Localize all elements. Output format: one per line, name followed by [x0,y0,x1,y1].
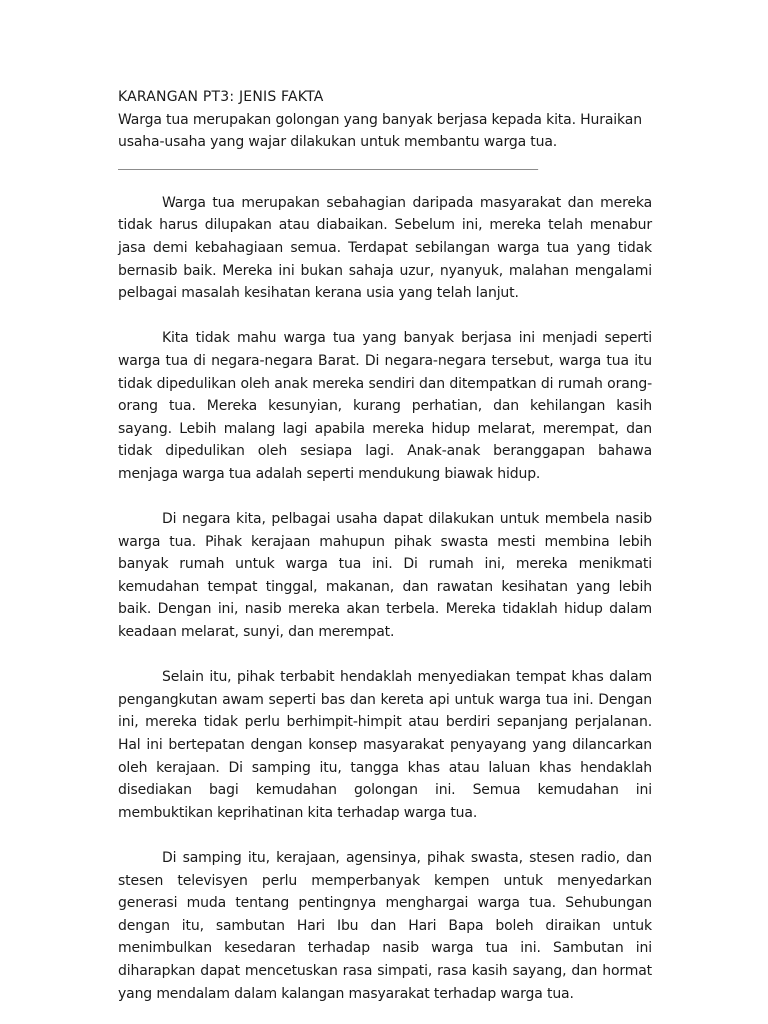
paragraph-5: Di samping itu, kerajaan, agensinya, pihak swasta, stesen radio, dan stesen televisyen perlu memperbanyak kempen untuk menyedarkan generasi muda tentang pentingnya menghargai warga tua. Sehubungan dengan itu, sambutan Hari Ibu dan Hari Bapa boleh diraikan untuk menimbulkan kesedaran terhadap nasib warga tua ini. Sambutan ini diharapkan dapat mencetuskan rasa simpati, rasa kasih sayang, dan hormat yang mendalam dalam kalangan masyarakat terhadap warga tua. [118,850,652,1002]
essay [118,86,652,1005]
essay-title: KARANGAN PT3: JENIS FAKTA [118,89,324,105]
separator-line: ____________________________________________________________ [118,155,538,170]
paragraph-2: Kita tidak mahu warga tua yang banyak berjasa ini menjadi seperti warga tua di negara-negara Barat. Di negara-negara tersebut, warga tua itu tidak dipedulikan oleh anak mereka sendiri dan ditempatkan di rumah orang-orang tua. Mereka kesunyian, kurang perhatian, dan kehilangan kasih sayang. Lebih malang lagi apabila mereka hidup melarat, merempat, dan tidak dipedulikan oleh sesiapa lagi. Anak-anak beranggapan bahawa menjaga warga tua adalah seperti mendukung biawak hidup. [118,330,652,482]
essay-question: Warga tua merupakan golongan yang banyak berjasa kepada kita. Huraikan usaha-usaha yang wajar dilakukan untuk membantu warga tua. [118,111,642,151]
paragraph-1: Warga tua merupakan sebahagian daripada masyarakat dan mereka tidak harus dilupakan atau diabaikan. Sebelum ini, mereka telah menabur jasa demi kebahagiaan semua. Terdapat sebilangan warga tua yang tidak bernasib baik. Mereka ini bukan sahaja uzur, nyanyuk, malahan mengalami pelbagai masalah kesihatan kerana usia yang telah lanjut. [118,194,652,302]
paragraph-3: Di negara kita, pelbagai usaha dapat dilakukan untuk membela nasib warga tua. Pihak kerajaan mahupun pihak swasta mesti membina lebih banyak rumah untuk warga tua ini. Di rumah ini, mereka menikmati kemudahan tempat tinggal, makanan, dan rawatan kesihatan yang lebih baik. Dengan ini, nasib mereka akan terbela. Mereka tidaklah hidup dalam keadaan melarat, sunyi, dan merempat. [118,511,652,641]
paragraph-4: Selain itu, pihak terbabit hendaklah menyediakan tempat khas dalam pengangkutan awam seperti bas dan kereta api untuk warga tua ini. Dengan ini, mereka tidak perlu berhimpit-himpit atau berdiri sepanjang perjalanan. Hal ini bertepatan dengan konsep masyarakat penyayang yang dilancarkan oleh kerajaan. Di samping itu, tangga khas atau laluan khas hendaklah disediakan bagi kemudahan golongan ini. Semua kemudahan ini membuktikan keprihatinan kita terhadap warga tua. [118,669,652,821]
